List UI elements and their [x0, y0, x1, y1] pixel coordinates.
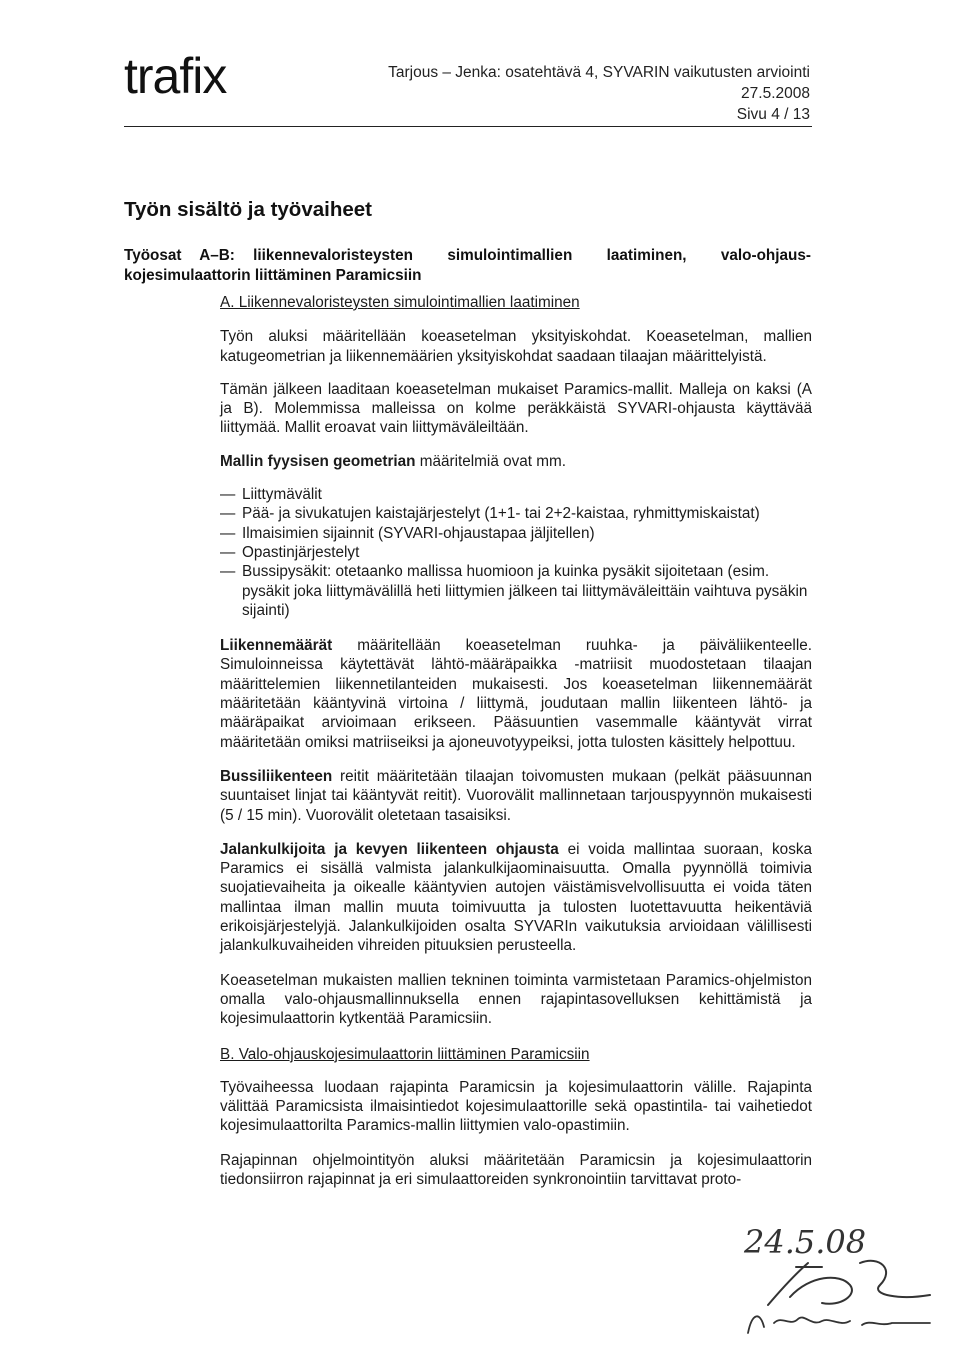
geometry-rest: määritelmiä ovat mm.	[415, 452, 566, 470]
geometry-lead: Mallin fyysisen geometrian	[220, 452, 416, 470]
subsection-a-title: A. Liikennevaloristeysten simulointimallien laatiminen	[220, 294, 580, 311]
workpart-word: valo-ohjaus-	[720, 247, 811, 264]
section-heading: Työn sisältö ja työvaiheet	[124, 198, 372, 221]
workpart-word: laatiminen,	[606, 247, 687, 264]
handwritten-signature	[730, 1215, 940, 1345]
document-title: Tarjous – Jenka: osatehtävä 4, SYVARIN vaikutusten arviointi	[388, 64, 810, 81]
paragraph: Rajapinnan ohjelmointityön aluksi määritetään Paramicsin ja kojesimulaattorin tiedonsiirron rajapinnat ja eri simulaattoreiden synkronointiin tarvittavat proto-	[220, 1151, 812, 1188]
header-divider	[124, 126, 812, 127]
paragraph	[220, 840, 812, 956]
paragraph: Työvaiheessa luodaan rajapinta Paramicsin ja kojesimulaattorin välille. Rajapinta välittää Paramicsista ilmaisintiedot kojesimulaattorille sekä opastintila- tai vaihetiedot kojesimulaattorilta Paramics-mallin liittymien valo-opastimiin.	[220, 1078, 812, 1135]
document-date: 27.5.2008	[741, 85, 810, 102]
body-content	[220, 293, 812, 1189]
page-number: Sivu 4 / 13	[736, 106, 810, 123]
workpart-code: A–B:	[199, 247, 235, 264]
trafix-logo: trafix	[124, 48, 227, 104]
bus-rest: reitit määritetään tilaajan toivomusten mukaan (pelkät pääsuunnan suuntaiset linjat tai kääntyvät reitit). Vuorovälit mallinnetaan tarjouspyynnön mukaisesti (5 / 15 min). Vuorovälit oletetaan tasaisiksi.	[220, 767, 812, 824]
workpart-word: Työosat	[124, 247, 182, 264]
geometry-list	[220, 485, 812, 620]
workpart-line-2: kojesimulaattorin liittäminen Paramicsiin	[124, 267, 422, 284]
page-header	[388, 62, 810, 125]
list-item: — Liittymävälit	[220, 485, 812, 504]
workpart-word: liikennevaloristeysten	[253, 247, 413, 264]
bus-lead: Bussiliikenteen	[220, 767, 333, 785]
pedestrian-lead: Jalankulkijoita ja kevyen liikenteen ohjausta	[220, 840, 559, 858]
paragraph	[220, 767, 812, 825]
workpart-heading	[124, 246, 811, 286]
list-item: — Pää- ja sivukatujen kaistajärjestelyt (1+1- tai 2+2-kaistaa, ryhmittymiskaistat)	[220, 504, 812, 523]
list-item: — Opastinjärjestelyt	[220, 543, 812, 562]
workpart-word: simulointimallien	[447, 247, 573, 264]
paragraph: Tämän jälkeen laaditaan koeasetelman mukaiset Paramics-mallit. Malleja on kaksi (A ja B). Molemmissa malleissa on kolme peräkkäistä SYVARI-ohjausta käyttävää liittymää. Mallit eroavat vain liittymäväleiltään.	[220, 380, 812, 437]
paragraph	[220, 636, 812, 752]
paragraph: Työn aluksi määritellään koeasetelman yksityiskohdat. Koeasetelman, mallien katugeometrian ja liikennemäärien yksityiskohdat saadaan tilaajan määrittelyistä.	[220, 328, 812, 365]
list-item: — Bussipysäkit: otetaanko mallissa huomioon ja kuinka pysäkit sijoitetaan (esim. pysäkit joka liittymävälillä heti liittymien jälkeen tai liittymäväleittäin vaihtuva pysäkin sijainti)	[220, 562, 812, 620]
subsection-b-title: B. Valo-ohjauskojesimulaattorin liittäminen Paramicsiin	[220, 1045, 590, 1063]
traffic-lead: Liikennemäärät	[220, 637, 333, 655]
list-item: — Ilmaisimien sijainnit (SYVARI-ohjaustapaa jäljitellen)	[220, 524, 812, 543]
paragraph: Koeasetelman mukaisten mallien tekninen toiminta varmistetaan Paramics-ohjelmiston omalla valo-ohjausmallinnuksella ennen rajapintasovelluksen kehittämistä ja kojesimulaattorin kytkentää Paramicsiin.	[220, 971, 812, 1028]
traffic-rest: määritellään koeasetelman ruuhka- ja päiväliikenteelle. Simuloinneissa käytettävät lähtö-määräpaikka -matriisit muodostetaan tilaajan määrittelemien liikennetilanteiden mukaisesti. Jos koeasetelman liikennemäärät määritetään kääntyvinä virtoina / liittymä, joudutaan mallin liikenteen lähtö- ja määräpaikat arvioimaan erikseen. Pääsuuntien vasemmalle kääntyvät virrat määritetään omiksi matriiseiksi ja ajoneuvotyypeiksi, jotta tulosten käsittely helpottuu.	[220, 637, 812, 751]
pedestrian-rest: ei voida mallintaa suoraan, koska Paramics ei sisällä valmista jalankulkijaominaisuutta. Omalla pyynnöllä toimivia suojatievaiheita ja oikealle kääntyvien autojen väistämisvelvollisuutta ei voida täten mallintaa ilman mallin muuta toimivuutta ja tulosten luotettavuutta heikentäviä erikoisjärjestelyjä. Jalankulkijoiden osalta SYVARIn vaikutuksia arvioidaan välillisesti jalankulkuvaiheiden vihreiden pituuksien perusteella.	[220, 840, 812, 955]
signature-date: 24.5.08	[744, 1223, 867, 1261]
paragraph	[220, 452, 812, 471]
